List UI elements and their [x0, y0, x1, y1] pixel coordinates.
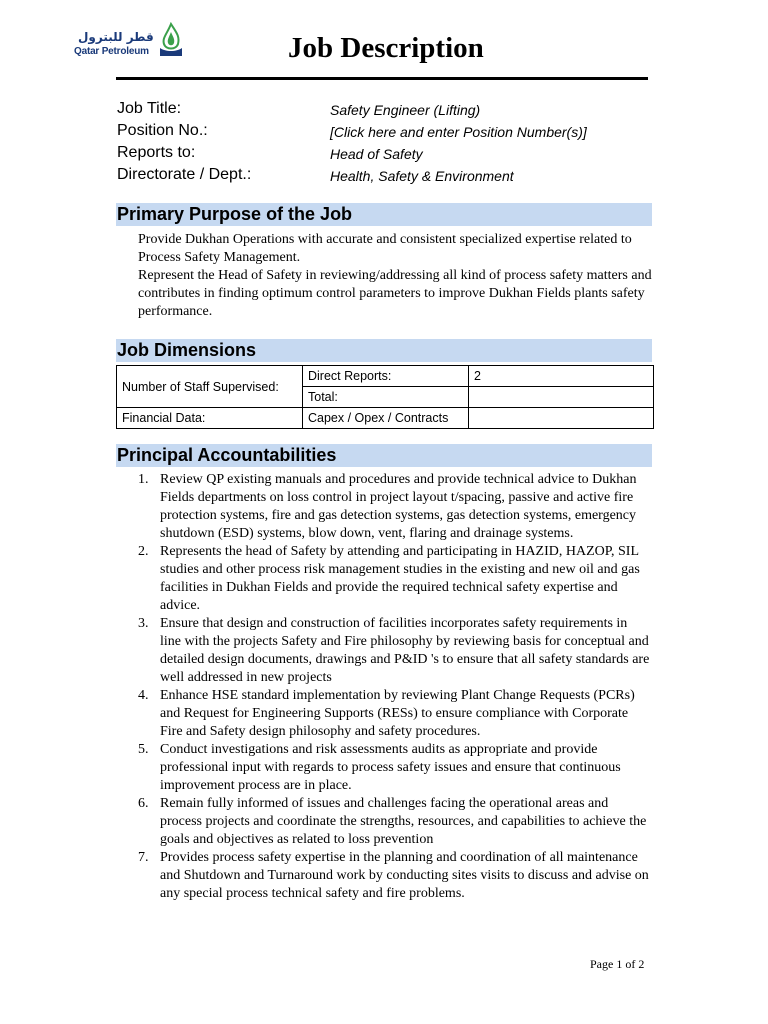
info-value: Head of Safety	[330, 146, 423, 162]
list-text: Ensure that design and construction of facilities incorporates safety requirements in line with the projects Safety and Fire philosophy by reviewing basis for conceptual and detailed design documents, drawings and P&ID 's to ensure that all safety standards are well addressed in new projects	[160, 616, 650, 685]
table-cell	[469, 387, 654, 408]
info-value[interactable]: [Click here and enter Position Number(s)]	[330, 124, 587, 140]
section-heading-dimensions: Job Dimensions	[116, 339, 652, 362]
table-cell: Direct Reports:	[303, 366, 469, 387]
info-value: Safety Engineer (Lifting)	[330, 102, 481, 118]
table-cell	[469, 408, 654, 429]
page-title: Job Description	[288, 32, 484, 64]
purpose-paragraph: Provide Dukhan Operations with accurate and consistent specialized expertise related to Process Safety Management.	[138, 232, 632, 265]
info-row-directorate	[117, 166, 657, 188]
table-cell: Financial Data:	[117, 408, 303, 429]
list-text: Enhance HSE standard implementation by reviewing Plant Change Requests (PCRs) and Request for Engineering Supports (RESs) to ensure compliance with Corporate Fire and Safety design philosophy and safety procedures.	[160, 688, 635, 739]
list-item	[138, 741, 650, 795]
table-row	[117, 366, 654, 387]
table-cell: Number of Staff Supervised:	[117, 366, 303, 408]
list-number: 2.	[138, 544, 149, 559]
table-cell: 2	[469, 366, 654, 387]
list-item	[138, 543, 650, 615]
list-number: 7.	[138, 850, 149, 865]
info-row-position-no	[117, 122, 657, 144]
list-text: Remain fully informed of issues and challenges facing the operational areas and process projects and coordinate the strengths, resources, and capabilities to achieve the goals and objectives as related to loss prevention	[160, 796, 647, 847]
flame-icon	[158, 22, 184, 58]
table-cell: Capex / Opex / Contracts	[303, 408, 469, 429]
job-dimensions-table	[116, 365, 654, 429]
logo-english-text: Qatar Petroleum	[74, 46, 149, 57]
list-number: 3.	[138, 616, 149, 631]
accountabilities-list	[138, 471, 650, 903]
info-label: Reports to:	[117, 144, 196, 161]
list-text: Conduct investigations and risk assessments audits as appropriate and provide professional input with regards to process safety issues and ensure that continuous improvement process are in place.	[160, 742, 621, 793]
table-row	[117, 408, 654, 429]
page-number: Page 1 of 2	[590, 957, 645, 971]
purpose-text	[138, 231, 653, 321]
info-value: Health, Safety & Environment	[330, 168, 514, 184]
list-item	[138, 471, 650, 543]
purpose-paragraph: Represent the Head of Safety in reviewing/addressing all kind of process safety matters and contributes in finding optimum control parameters to improve Dukhan Fields plants safety performance.	[138, 268, 652, 319]
list-number: 5.	[138, 742, 149, 757]
list-number: 4.	[138, 688, 149, 703]
info-label: Position No.:	[117, 122, 208, 139]
info-row-job-title	[117, 100, 657, 122]
section-heading-accountabilities: Principal Accountabilities	[116, 444, 652, 467]
list-item	[138, 687, 650, 741]
info-row-reports-to	[117, 144, 657, 166]
list-item	[138, 795, 650, 849]
list-text: Review QP existing manuals and procedures and provide technical advice to Dukhan Fields departments on loss control in project layout t/spacing, passive and active fire protection systems, fire and gas detection systems, gas detection systems, emergency shutdown (ESD) systems, blow down, vent, flaring and drainage systems.	[160, 472, 637, 541]
list-text: Represents the head of Safety by attending and participating in HAZID, HAZOP, SIL studies and other process risk management studies in the existing and new oil and gas facilities in Dukhan Fields and provide the required technical safety expertise and advice.	[160, 544, 640, 613]
list-item	[138, 849, 650, 903]
logo-arabic-text: قطر للبترول	[78, 30, 154, 44]
section-heading-purpose: Primary Purpose of the Job	[116, 203, 652, 226]
title-divider	[116, 77, 648, 80]
qatar-petroleum-logo	[74, 22, 186, 62]
list-number: 1.	[138, 472, 149, 487]
table-cell: Total:	[303, 387, 469, 408]
list-text: Provides process safety expertise in the planning and coordination of all maintenance and Shutdown and Turnaround work by conducting sites visits to discuss and advise on any special process technical safety and fire problems.	[160, 850, 649, 901]
info-label: Directorate / Dept.:	[117, 166, 252, 183]
list-item	[138, 615, 650, 687]
info-label: Job Title:	[117, 100, 182, 117]
list-number: 6.	[138, 796, 149, 811]
